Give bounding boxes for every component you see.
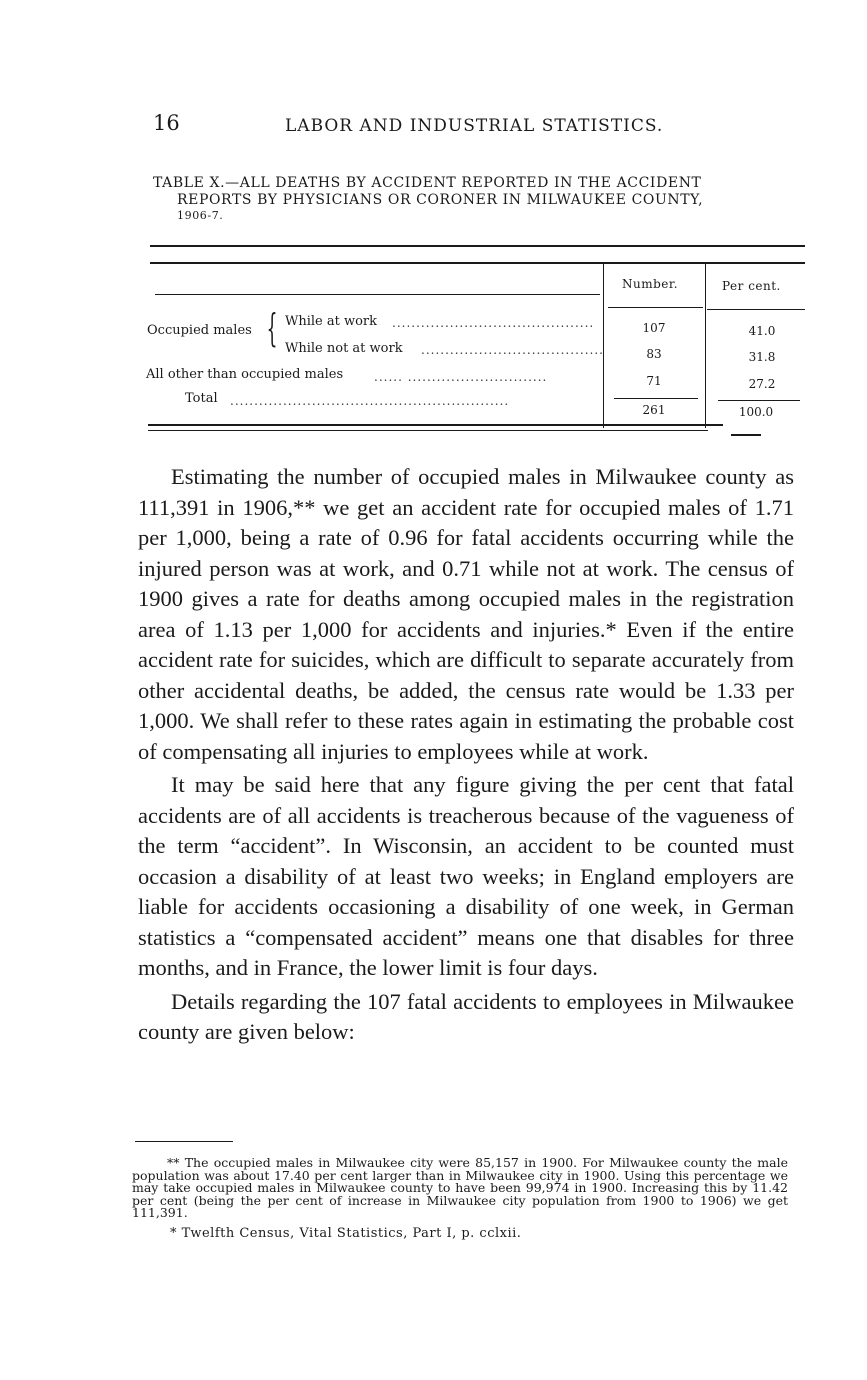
table-row-label: While at work — [285, 314, 378, 329]
table-cell-number: 71 — [646, 374, 662, 388]
table-bottom-rule-end — [731, 434, 761, 436]
paragraph-3: Details regarding the 107 fatal accidents to employees in Milwaukee county are given below: — [138, 988, 794, 1044]
column-header-percent: Per cent. — [722, 279, 781, 293]
total-rule-percent — [718, 400, 800, 401]
table-cell-number-total: 261 — [642, 403, 666, 417]
group-label-occupied-males: Occupied males — [147, 323, 252, 338]
table-top-rule-2 — [150, 262, 805, 264]
footnote-double-star: ** The occupied males in Milwaukee city were 85,157 in 1900. For Milwaukee county the male population was about 17.40 per cent larger than in Milwaukee city in 1900. Using this percentage we may take occupied males in Milwaukee county to have been 99,974 in 1900. Increasing this by 11.42 per cent (being the per cent of increase in Milwaukee city population from 1900 to 1906) we get 111,391. — [132, 1155, 788, 1220]
leader-dots: .......................................................... — [230, 394, 510, 408]
running-head: LABOR AND INDUSTRIAL STATISTICS. — [285, 116, 664, 136]
table-row-label: All other than occupied males — [146, 367, 344, 382]
table-bottom-rule-2 — [148, 430, 708, 431]
table-row-label-total: Total — [185, 391, 218, 406]
leader-dots: ...... ............................. — [374, 370, 548, 384]
table-cell-percent-total: 100.0 — [738, 405, 774, 419]
table-title-line-1: TABLE X.—ALL DEATHS BY ACCIDENT REPORTED IN THE ACCIDENT — [153, 175, 702, 191]
header-underline-number — [608, 307, 703, 308]
column-header-number: Number. — [622, 277, 679, 291]
footnote-rule — [135, 1141, 233, 1142]
header-underline-percent — [707, 309, 805, 310]
total-rule-number — [614, 398, 698, 399]
table-bottom-rule — [148, 424, 723, 426]
table-cell-number: 83 — [646, 347, 662, 361]
table-row-label: While not at work — [285, 341, 403, 356]
body-text — [138, 462, 794, 1051]
table-cell-number: 107 — [642, 321, 666, 335]
table-top-rule — [150, 245, 805, 247]
table-cell-percent: 41.0 — [748, 324, 776, 338]
table-cell-percent: 27.2 — [748, 377, 776, 391]
column-divider-2 — [705, 264, 706, 428]
table-title — [153, 175, 809, 222]
footnote-star: * Twelfth Census, Vital Statistics, Part I, p. cclxii. — [170, 1225, 522, 1241]
paragraph-2: It may be said here that any figure giving the per cent that fatal accidents are of all accidents is treacherous because of the vagueness of the term “accident”. In Wisconsin, an accident to be counted must occasion a disability of at least two weeks; in England employers are liable for accidents occasioning a disability of one week, in German statistics a “compensated accident” means one that disables for three months, and in France, the lower limit is four days. — [138, 772, 794, 980]
group-brace: { — [266, 306, 278, 350]
table-title-line-3: 1906-7. — [177, 209, 224, 222]
table-cell-percent: 31.8 — [748, 350, 776, 364]
footnotes — [132, 1157, 788, 1248]
header-underline-stub — [155, 294, 600, 295]
page-number: 16 — [153, 111, 180, 135]
paragraph-1: Estimating the number of occupied males in Milwaukee county as 111,391 in 1906,** we get an accident rate for occupied males of 1.71 per 1,000, being a rate of 0.96 for fatal accidents occurring while the injured person was at work, and 0.71 while not at work. The census of 1900 gives a rate for deaths among occupied males in the registration area of 1.13 per 1,000 for accidents and injuries.* Even if the entire accident rate for suicides, which are difficult to separate accurately from other accidental deaths, be added, the census rate would be 1.33 per 1,000. We shall refer to these rates again in estimating the probable cost of compensating all injuries to employees while at work. — [138, 464, 794, 764]
table-title-line-2: REPORTS BY PHYSICIANS OR CORONER IN MILWAUKEE COUNTY, — [177, 192, 704, 208]
leader-dots: .......................................... — [392, 316, 595, 330]
leader-dots: ...................................... — [421, 343, 604, 357]
